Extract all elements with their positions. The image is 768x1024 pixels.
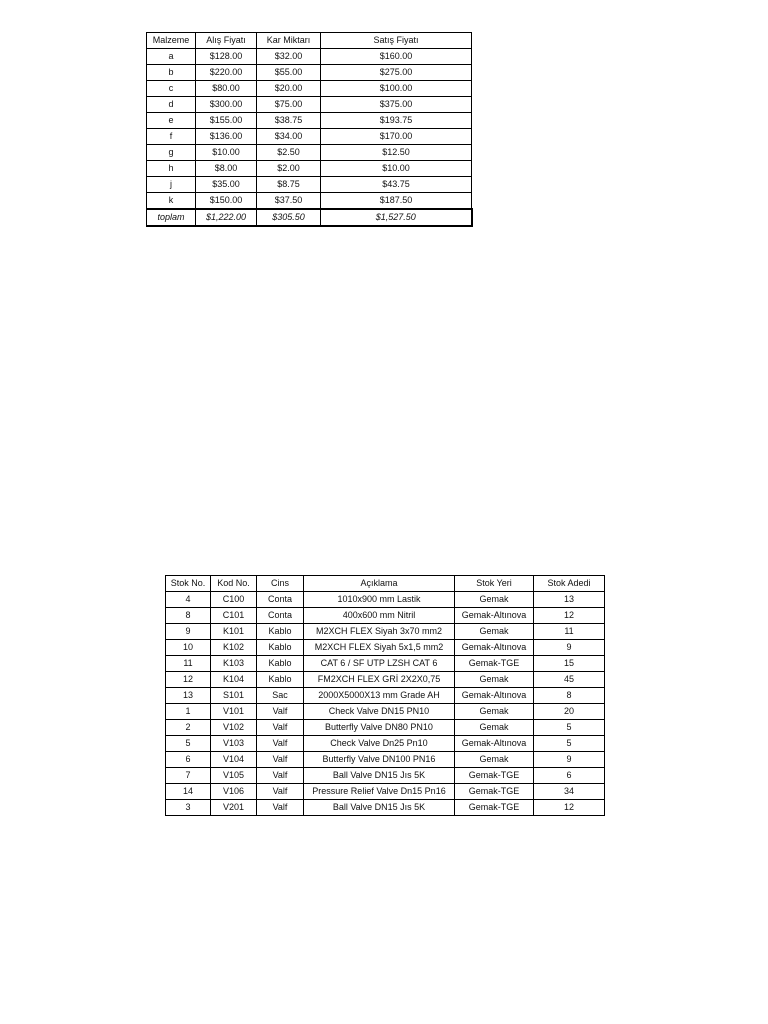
stock-cell: V104 (211, 752, 257, 768)
price-header-kar-miktari: Kar Miktarı (257, 33, 321, 49)
stock-cell: Butterfly Valve DN80 PN10 (304, 720, 455, 736)
price-cell: $20.00 (257, 81, 321, 97)
price-row (147, 81, 472, 97)
price-cell: $10.00 (196, 145, 257, 161)
price-cell: $80.00 (196, 81, 257, 97)
stock-cell: V201 (211, 800, 257, 816)
price-cell: $32.00 (257, 49, 321, 65)
price-cell: d (147, 97, 196, 113)
stock-cell: 45 (534, 672, 605, 688)
stock-cell: 4 (166, 592, 211, 608)
price-cell: $8.00 (196, 161, 257, 177)
stock-cell: 9 (534, 752, 605, 768)
stock-row (166, 592, 605, 608)
stock-cell: 5 (166, 736, 211, 752)
stock-cell: V105 (211, 768, 257, 784)
price-table-body (147, 49, 472, 227)
stock-cell: 2000X5000X13 mm Grade AH (304, 688, 455, 704)
price-cell: $100.00 (321, 81, 472, 97)
stock-cell: Valf (257, 752, 304, 768)
stock-cell: K102 (211, 640, 257, 656)
stock-cell: Valf (257, 768, 304, 784)
price-cell: $2.00 (257, 161, 321, 177)
price-cell: $155.00 (196, 113, 257, 129)
stock-cell: K104 (211, 672, 257, 688)
stock-row (166, 608, 605, 624)
stock-cell: 5 (534, 736, 605, 752)
stock-cell: Valf (257, 800, 304, 816)
stock-cell: FM2XCH FLEX GRİ 2X2X0,75 (304, 672, 455, 688)
stock-cell: 7 (166, 768, 211, 784)
stock-cell: Gemak-TGE (455, 656, 534, 672)
price-total-kar: $305.50 (257, 209, 321, 226)
stock-cell: 34 (534, 784, 605, 800)
price-cell: $43.75 (321, 177, 472, 193)
stock-cell: Kablo (257, 640, 304, 656)
price-cell: $193.75 (321, 113, 472, 129)
price-cell: $136.00 (196, 129, 257, 145)
stock-table-body (166, 592, 605, 816)
stock-row (166, 784, 605, 800)
stock-cell: Valf (257, 736, 304, 752)
stock-cell: Ball Valve DN15 Jıs 5K (304, 800, 455, 816)
stock-header-cins: Cins (257, 576, 304, 592)
price-cell: $375.00 (321, 97, 472, 113)
price-cell: b (147, 65, 196, 81)
stock-row (166, 656, 605, 672)
stock-cell: V103 (211, 736, 257, 752)
price-cell: $34.00 (257, 129, 321, 145)
stock-cell: K101 (211, 624, 257, 640)
stock-cell: Butterfly Valve DN100 PN16 (304, 752, 455, 768)
price-header-malzeme: Malzeme (147, 33, 196, 49)
stock-row (166, 672, 605, 688)
price-total-row (147, 209, 472, 226)
stock-row (166, 640, 605, 656)
price-cell: c (147, 81, 196, 97)
stock-cell: 12 (534, 800, 605, 816)
stock-cell: M2XCH FLEX Siyah 5x1,5 mm2 (304, 640, 455, 656)
stock-cell: 12 (166, 672, 211, 688)
price-cell: $12.50 (321, 145, 472, 161)
price-cell: k (147, 193, 196, 210)
stock-cell: Valf (257, 720, 304, 736)
price-table (146, 32, 473, 227)
stock-cell: Valf (257, 784, 304, 800)
stock-cell: Gemak (455, 720, 534, 736)
price-cell: $220.00 (196, 65, 257, 81)
price-row (147, 177, 472, 193)
stock-cell: V106 (211, 784, 257, 800)
stock-row (166, 624, 605, 640)
price-table-header-row (147, 33, 472, 49)
price-cell: $35.00 (196, 177, 257, 193)
stock-cell: 10 (166, 640, 211, 656)
stock-header-aciklama: Açıklama (304, 576, 455, 592)
stock-cell: Kablo (257, 656, 304, 672)
price-cell: $150.00 (196, 193, 257, 210)
stock-cell: C100 (211, 592, 257, 608)
price-cell: j (147, 177, 196, 193)
stock-cell: 11 (166, 656, 211, 672)
stock-cell: 5 (534, 720, 605, 736)
stock-cell: Gemak (455, 624, 534, 640)
stock-table-header-row (166, 576, 605, 592)
stock-cell: 11 (534, 624, 605, 640)
stock-cell: Sac (257, 688, 304, 704)
stock-cell: Gemak-Altınova (455, 736, 534, 752)
stock-header-stok-adedi: Stok Adedi (534, 576, 605, 592)
price-cell: $75.00 (257, 97, 321, 113)
price-row (147, 193, 472, 210)
stock-cell: 6 (534, 768, 605, 784)
stock-cell: Gemak-TGE (455, 800, 534, 816)
stock-cell: 8 (166, 608, 211, 624)
stock-cell: Gemak-Altınova (455, 640, 534, 656)
price-cell: $160.00 (321, 49, 472, 65)
stock-cell: Pressure Relief Valve Dn15 Pn16 (304, 784, 455, 800)
stock-cell: Gemak (455, 752, 534, 768)
stock-cell: 15 (534, 656, 605, 672)
price-cell: $55.00 (257, 65, 321, 81)
stock-cell: K103 (211, 656, 257, 672)
price-cell: $187.50 (321, 193, 472, 210)
price-cell: $300.00 (196, 97, 257, 113)
stock-header-stok-no: Stok No. (166, 576, 211, 592)
stock-cell: 9 (534, 640, 605, 656)
stock-cell: 8 (534, 688, 605, 704)
stock-cell: 1010x900 mm Lastik (304, 592, 455, 608)
price-row (147, 145, 472, 161)
stock-cell: 12 (534, 608, 605, 624)
price-row (147, 129, 472, 145)
price-cell: a (147, 49, 196, 65)
stock-row (166, 752, 605, 768)
stock-cell: 9 (166, 624, 211, 640)
price-header-alis-fiyati: Alış Fiyatı (196, 33, 257, 49)
stock-row (166, 688, 605, 704)
price-total-alis: $1,222.00 (196, 209, 257, 226)
price-row (147, 161, 472, 177)
stock-cell: Kablo (257, 624, 304, 640)
price-header-satis-fiyati: Satış Fiyatı (321, 33, 472, 49)
price-cell: $8.75 (257, 177, 321, 193)
stock-cell: 400x600 mm Nitril (304, 608, 455, 624)
stock-cell: Conta (257, 592, 304, 608)
stock-cell: Gemak-TGE (455, 784, 534, 800)
price-cell: f (147, 129, 196, 145)
price-row (147, 113, 472, 129)
stock-cell: Ball Valve DN15 Jıs 5K (304, 768, 455, 784)
stock-cell: 13 (534, 592, 605, 608)
stock-cell: 14 (166, 784, 211, 800)
price-cell: $10.00 (321, 161, 472, 177)
stock-cell: 1 (166, 704, 211, 720)
price-total-label: toplam (147, 209, 196, 226)
stock-row (166, 704, 605, 720)
price-cell: g (147, 145, 196, 161)
stock-cell: 2 (166, 720, 211, 736)
price-cell: $275.00 (321, 65, 472, 81)
stock-cell: Kablo (257, 672, 304, 688)
price-cell: $170.00 (321, 129, 472, 145)
stock-cell: M2XCH FLEX Siyah 3x70 mm2 (304, 624, 455, 640)
price-row (147, 65, 472, 81)
price-cell: $38.75 (257, 113, 321, 129)
stock-cell: Gemak (455, 672, 534, 688)
stock-cell: 6 (166, 752, 211, 768)
price-cell: $2.50 (257, 145, 321, 161)
stock-cell: 3 (166, 800, 211, 816)
stock-cell: S101 (211, 688, 257, 704)
stock-row (166, 800, 605, 816)
stock-table (165, 575, 605, 816)
stock-row (166, 768, 605, 784)
price-total-satis: $1,527.50 (321, 209, 472, 226)
stock-cell: 20 (534, 704, 605, 720)
stock-cell: V102 (211, 720, 257, 736)
stock-header-kod-no: Kod No. (211, 576, 257, 592)
price-row (147, 97, 472, 113)
stock-cell: V101 (211, 704, 257, 720)
stock-cell: Gemak-Altınova (455, 608, 534, 624)
price-cell: e (147, 113, 196, 129)
price-cell: $128.00 (196, 49, 257, 65)
price-cell: $37.50 (257, 193, 321, 210)
stock-cell: CAT 6 / SF UTP LZSH CAT 6 (304, 656, 455, 672)
stock-cell: Check Valve DN15 PN10 (304, 704, 455, 720)
stock-header-stok-yeri: Stok Yeri (455, 576, 534, 592)
stock-cell: Gemak-Altınova (455, 688, 534, 704)
stock-cell: C101 (211, 608, 257, 624)
stock-cell: Gemak (455, 592, 534, 608)
price-row (147, 49, 472, 65)
stock-cell: Valf (257, 704, 304, 720)
stock-cell: Conta (257, 608, 304, 624)
stock-cell: Gemak-TGE (455, 768, 534, 784)
stock-row (166, 720, 605, 736)
price-cell: h (147, 161, 196, 177)
stock-cell: Gemak (455, 704, 534, 720)
stock-cell: 13 (166, 688, 211, 704)
stock-cell: Check Valve Dn25 Pn10 (304, 736, 455, 752)
stock-row (166, 736, 605, 752)
